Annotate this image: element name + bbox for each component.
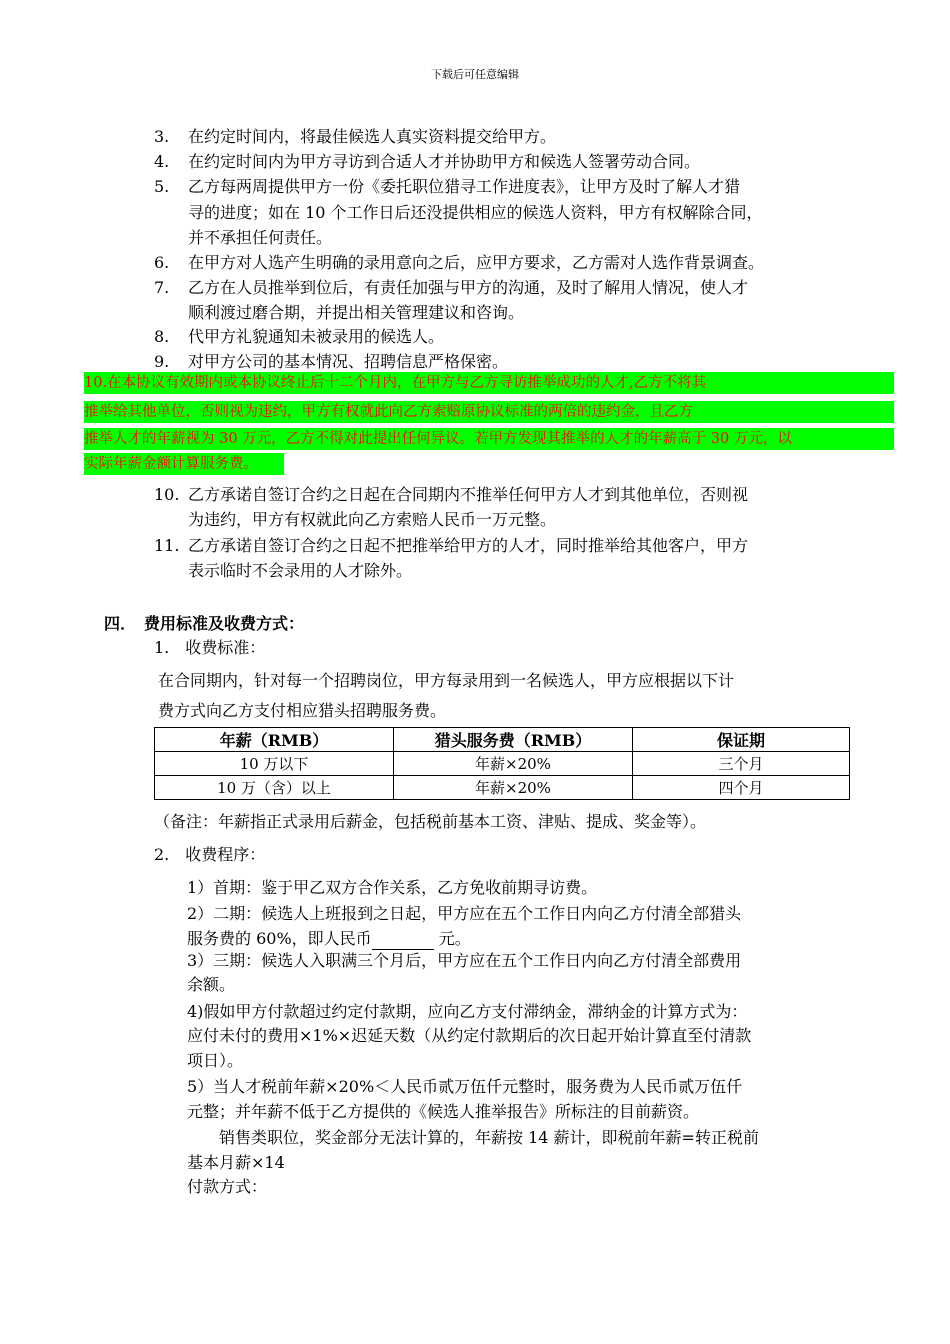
table-header-cell: 年薪（RMB） [155, 728, 394, 752]
list-item [188, 509, 556, 531]
procedure-p6b: 基本月薪×14 [187, 1153, 285, 1172]
list-item-number: 8. [154, 327, 170, 346]
table-header-cell: 猎头服务费（RMB） [394, 728, 633, 752]
list-item-text: 并不承担任何责任。 [188, 228, 333, 247]
procedure-p1: 1）首期：鉴于甲乙双方合作关系，乙方免收前期寻访费。 [187, 878, 598, 897]
table-cell: 四个月 [633, 776, 850, 800]
highlight-line-1: 10.在本协议有效期内或本协议终止后十二个月内，在甲方与乙方寻访推举成功的人才,乙方不将其 [84, 372, 894, 394]
fee-intro-line-1: 在合同期内，针对每一个招聘岗位，甲方每录用到一名候选人，甲方应根据以下计 [158, 671, 735, 690]
table-header-row [155, 728, 850, 752]
list-item-number: 10. [154, 485, 180, 504]
list-item [154, 535, 748, 557]
procedure-p4a: 4)假如甲方付款超过约定付款期，应向乙方支付滞纳金，滞纳金的计算方式为： [187, 1002, 748, 1021]
table-cell: 年薪×20% [394, 776, 633, 800]
list-item [154, 126, 556, 148]
highlight-line-2: 推举给其他单位，否则视为违约，甲方有权就此向乙方索赔原协议标准的两倍的违约金，且乙方 [84, 401, 894, 423]
procedure-p5a: 5）当人才税前年薪×20%＜人民币贰万伍仟元整时，服务费为人民币贰万伍仟 [187, 1077, 743, 1096]
list-item-text: 乙方承诺自签订合约之日起不把推举给甲方的人才，同时推举给其他客户，甲方 [188, 536, 749, 555]
list-item-text: 寻的进度；如在 10 个工作日后还没提供相应的候选人资料，甲方有权解除合同， [188, 203, 763, 222]
list-item-text: 顺利渡过磨合期，并提出相关管理建议和咨询。 [188, 303, 525, 322]
procedure-p7: 付款方式： [187, 1177, 268, 1196]
list-item-number: 7. [154, 278, 170, 297]
list-item-text: 在约定时间内为甲方寻访到合适人才并协助甲方和候选人签署劳动合同。 [188, 152, 701, 171]
list-item-number: 4. [154, 152, 170, 171]
procedure-p2b [187, 928, 471, 950]
page-header: 下载后可任意编辑 [431, 68, 519, 81]
table-cell: 10 万以下 [155, 752, 394, 776]
procedure-p2b-pre: 服务费的 60%，即人民币 [187, 929, 372, 948]
procedure-p2a: 2）二期：候选人上班报到之日起，甲方应在五个工作日内向乙方付清全部猎头 [187, 904, 742, 923]
table-header-cell: 保证期 [633, 728, 850, 752]
table-cell: 10 万（含）以上 [155, 776, 394, 800]
procedure-p6a: 销售类职位，奖金部分无法计算的，年薪按 14 薪计，即税前年薪=转正税前 [187, 1128, 759, 1147]
list-item [188, 302, 524, 324]
list-item [154, 176, 740, 198]
fee-standard-label: 1. 收费标准： [154, 638, 266, 657]
list-item-text: 在约定时间内，将最佳候选人真实资料提交给甲方。 [188, 127, 557, 146]
list-item [154, 351, 508, 373]
fee-table [154, 727, 850, 800]
procedure-p3a: 3）三期：候选人入职满三个月后，甲方应在五个工作日内向乙方付清全部费用 [187, 951, 742, 970]
list-item-number: 5. [154, 177, 170, 196]
list-item-text: 代甲方礼貌通知未被录用的候选人。 [188, 327, 445, 346]
list-item [188, 202, 763, 224]
list-item-text: 对甲方公司的基本情况、招聘信息严格保密。 [188, 352, 509, 371]
highlight-line-3: 推举人才的年薪视为 30 万元，乙方不得对此提出任何异议。若甲方发现其推举的人才的年薪高于 30 万元，以 [84, 428, 894, 450]
procedure-label: 2. 收费程序： [154, 845, 266, 864]
list-item [154, 151, 700, 173]
procedure-p3b: 余额。 [187, 975, 236, 994]
procedure-p2b-post: 元。 [433, 929, 471, 948]
procedure-p4c: 项日）。 [187, 1051, 244, 1070]
fee-intro-line-2: 费方式向乙方支付相应猎头招聘服务费。 [158, 701, 447, 720]
list-item-number: 11. [154, 536, 180, 555]
list-item [154, 326, 444, 348]
amount-blank [372, 933, 434, 950]
list-item [154, 484, 748, 506]
list-item [188, 227, 332, 249]
list-item [154, 252, 764, 274]
list-item-text: 乙方在人员推举到位后，有责任加强与甲方的沟通，及时了解用人情况，使人才 [188, 278, 749, 297]
highlight-line-4: 实际年薪金额计算服务费。 [84, 453, 284, 475]
table-cell: 年薪×20% [394, 752, 633, 776]
list-item-number: 3. [154, 127, 170, 146]
list-item [188, 560, 412, 582]
procedure-p4b: 应付未付的费用×1%×迟延天数（从约定付款期后的次日起开始计算直至付清款 [187, 1026, 752, 1045]
list-item-text: 乙方承诺自签订合约之日起在合同期内不推举任何甲方人才到其他单位，否则视 [188, 485, 749, 504]
list-item-text: 为违约，甲方有权就此向乙方索赔人民币一万元整。 [188, 510, 557, 529]
table-note: （备注：年薪指正式录用后薪金，包括税前基本工资、津贴、提成、奖金等）。 [154, 812, 707, 831]
section-title: 四． 费用标准及收费方式： [104, 614, 305, 633]
list-item-text: 乙方每两周提供甲方一份《委托职位猎寻工作进度表》，让甲方及时了解人才猎 [188, 177, 741, 196]
table-row [155, 752, 850, 776]
list-item [154, 277, 748, 299]
procedure-p5b: 元整；并年薪不低于乙方提供的《候选人推举报告》所标注的目前薪资。 [187, 1102, 700, 1121]
table-cell: 三个月 [633, 752, 850, 776]
list-item-text: 表示临时不会录用的人才除外。 [188, 561, 413, 580]
list-item-number: 9. [154, 352, 170, 371]
table-row [155, 776, 850, 800]
list-item-text: 在甲方对人选产生明确的录用意向之后，应甲方要求，乙方需对人选作背景调查。 [188, 253, 765, 272]
list-item-number: 6. [154, 253, 170, 272]
